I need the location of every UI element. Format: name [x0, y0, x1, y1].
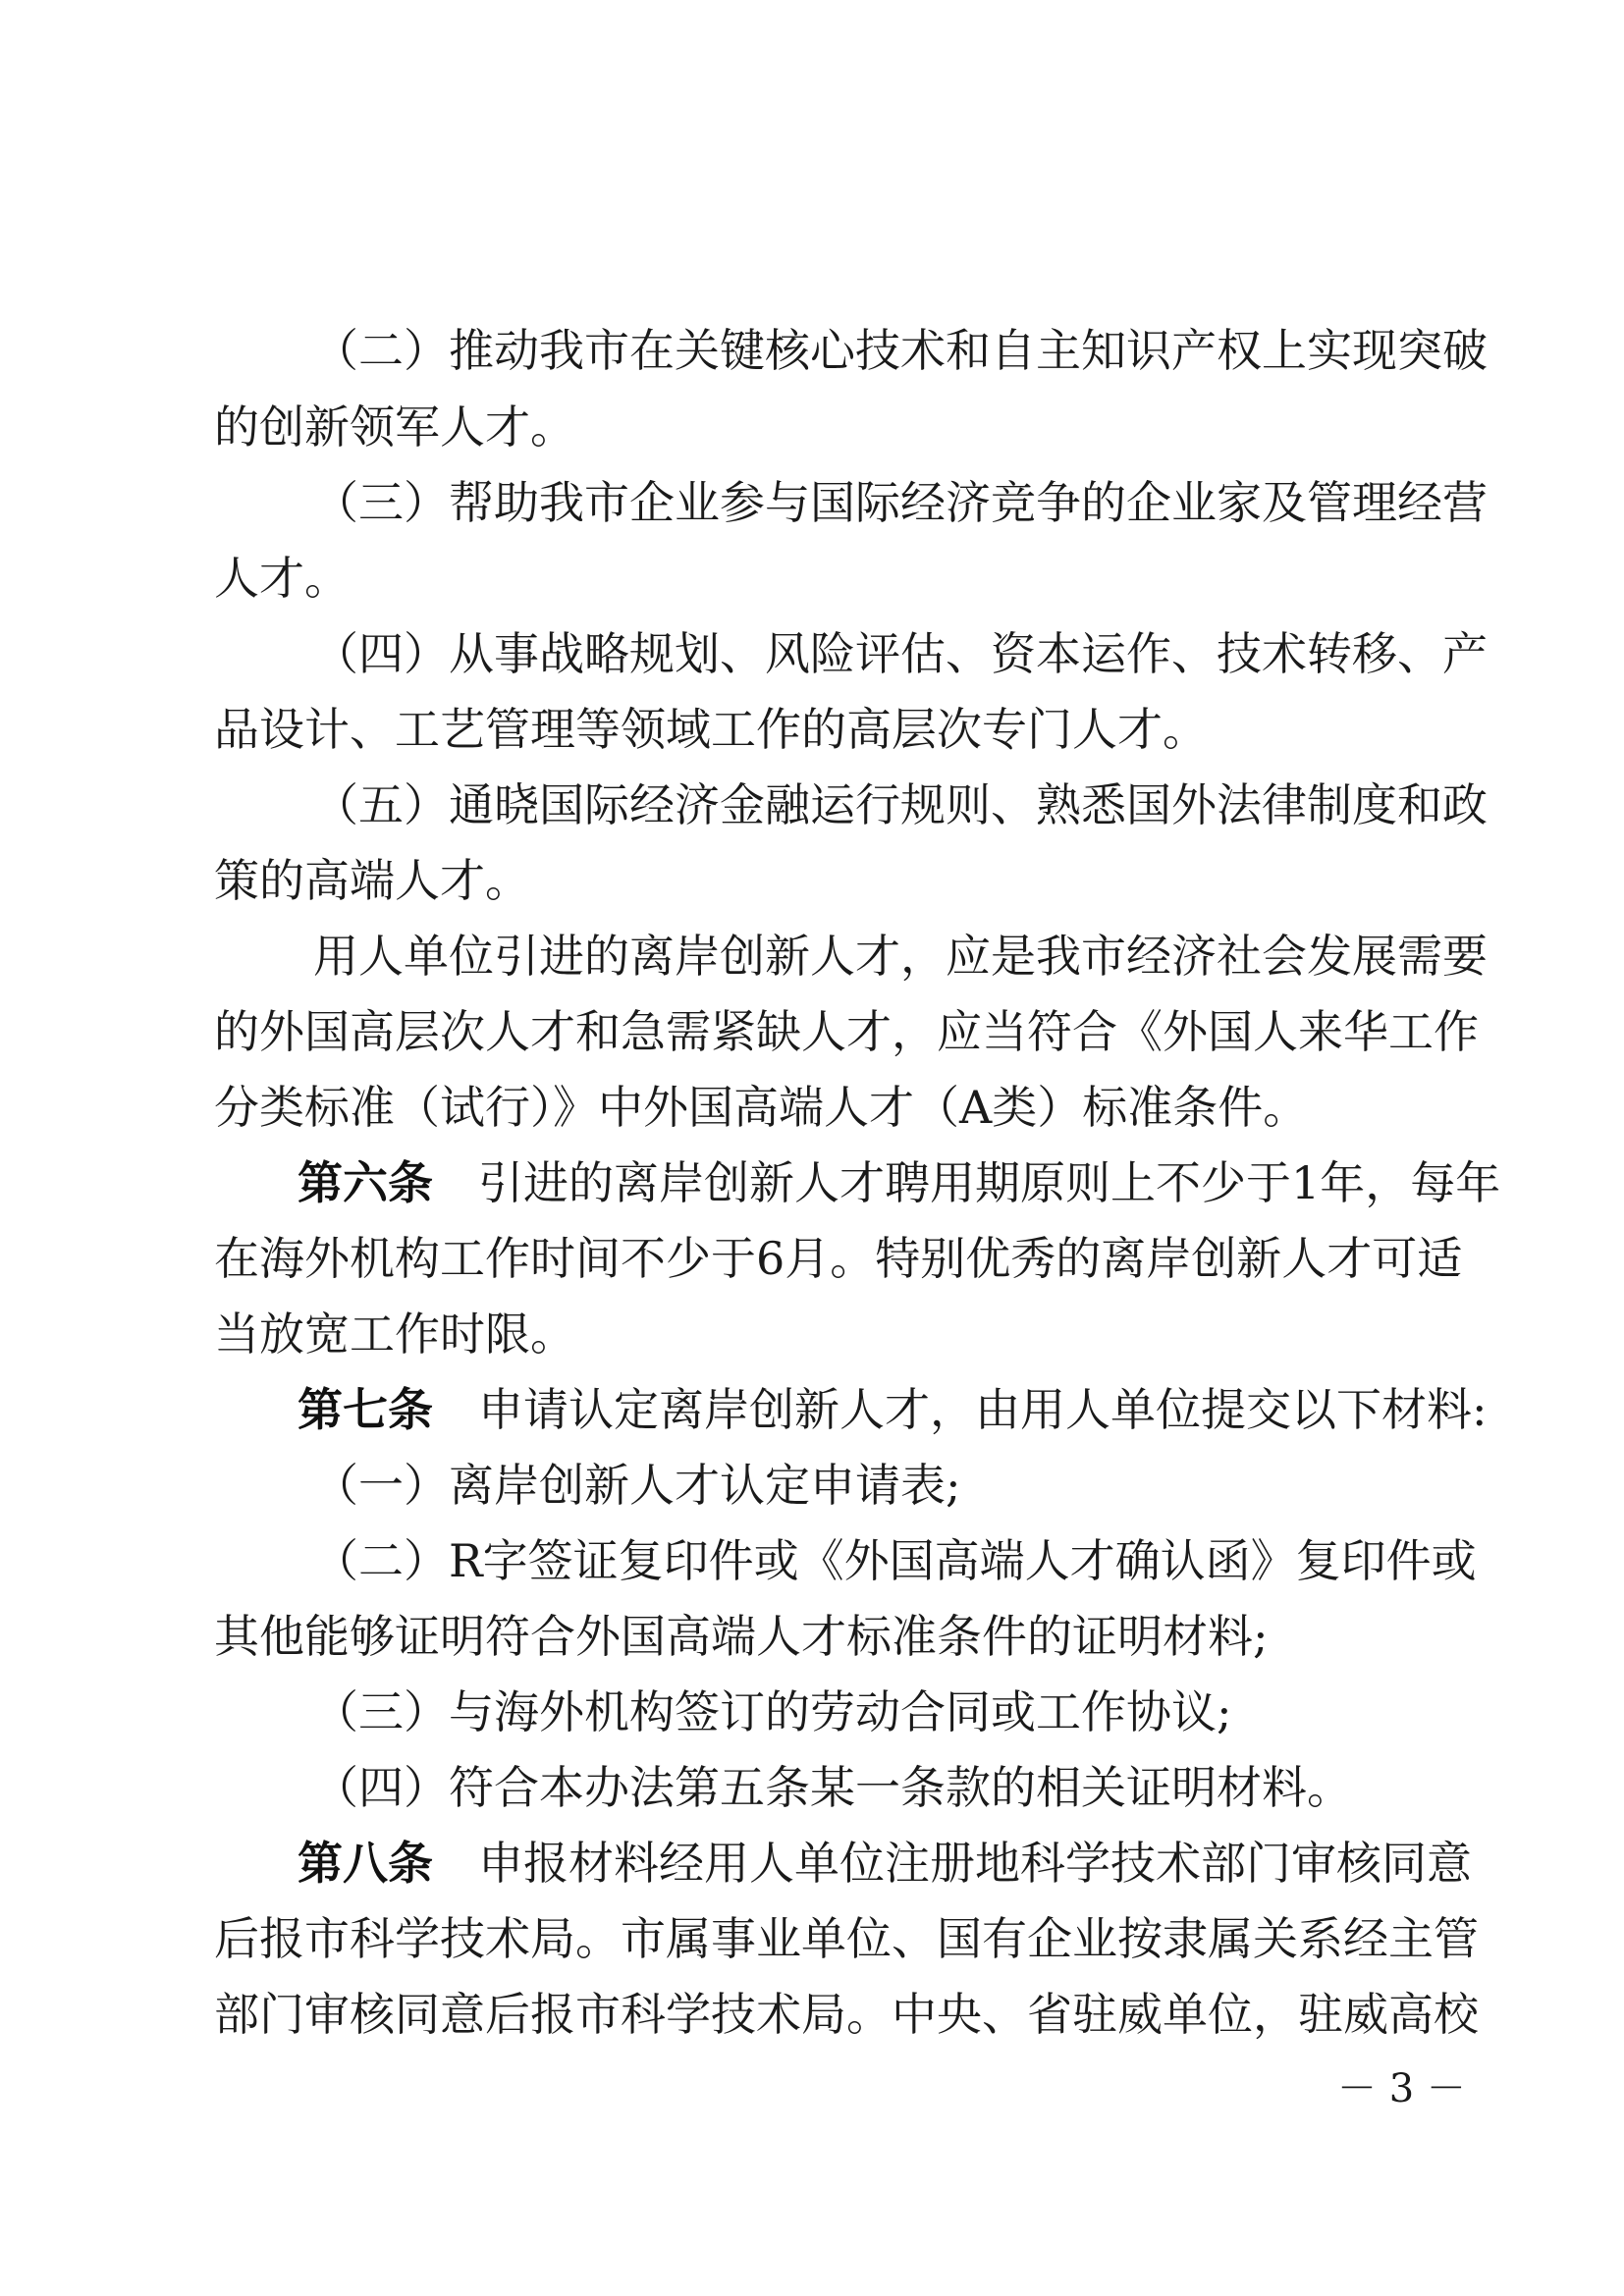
article-6-first-line: [0, 1153, 1624, 1214]
text-line: （四）从事战略规划、风险评估、资本运作、技术转移、产: [313, 627, 1488, 680]
article-label: 第八条: [298, 1837, 433, 1890]
text-line: 当放宽工作时限。: [214, 1308, 575, 1361]
article-7-first-line: [0, 1380, 1624, 1441]
text-line: （三）与海外机构签订的劳动合同或工作协议;: [313, 1685, 1232, 1738]
article-label: 第七条: [298, 1383, 433, 1436]
text-line: 人才。: [214, 552, 350, 605]
article-text: 申报材料经用人单位注册地科学技术部门审核同意: [478, 1837, 1472, 1890]
article-text: 引进的离岸创新人才聘用期原则上不少于1年，每年: [478, 1156, 1501, 1209]
article-8-first-line: [0, 1834, 1624, 1895]
article-label: 第六条: [298, 1156, 433, 1209]
text-line: 策的高端人才。: [214, 854, 530, 907]
text-line: 品设计、工艺管理等领域工作的高层次专门人才。: [214, 703, 1208, 756]
text-line: 分类标准（试行）》中外国高端人才（A类）标准条件。: [214, 1081, 1309, 1134]
text-line: （一）离岸创新人才认定申请表;: [313, 1459, 961, 1512]
text-line: 其他能够证明符合外国高端人才标准条件的证明材料;: [214, 1610, 1269, 1663]
text-line: 在海外机构工作时间不少于6月。特别优秀的离岸创新人才可适: [214, 1232, 1463, 1285]
text-line: 的外国高层次人才和急需紧缺人才，应当符合《外国人来华工作: [214, 1005, 1479, 1058]
page-number: － 3 －: [1337, 2066, 1466, 2111]
text-line: （五）通晓国际经济金融运行规则、熟悉国外法律制度和政: [313, 778, 1488, 831]
text-line: （三）帮助我市企业参与国际经济竞争的企业家及管理经营: [313, 476, 1488, 529]
text-line: 后报市科学技术局。市属事业单位、国有企业按隶属关系经主管: [214, 1912, 1479, 1965]
article-text: 申请认定离岸创新人才，由用人单位提交以下材料:: [478, 1383, 1488, 1436]
text-line: （二）推动我市在关键核心技术和自主知识产权上实现突破: [313, 324, 1488, 377]
text-line: 用人单位引进的离岸创新人才，应是我市经济社会发展需要: [313, 930, 1488, 983]
text-line: 的创新领军人才。: [214, 400, 575, 454]
text-line: （四）符合本办法第五条某一条款的相关证明材料。: [313, 1761, 1352, 1814]
text-line: 部门审核同意后报市科学技术局。中央、省驻威单位，驻威高校: [214, 1988, 1479, 2041]
text-line: （二）R字签证复印件或《外国高端人才确认函》复印件或: [313, 1534, 1477, 1587]
